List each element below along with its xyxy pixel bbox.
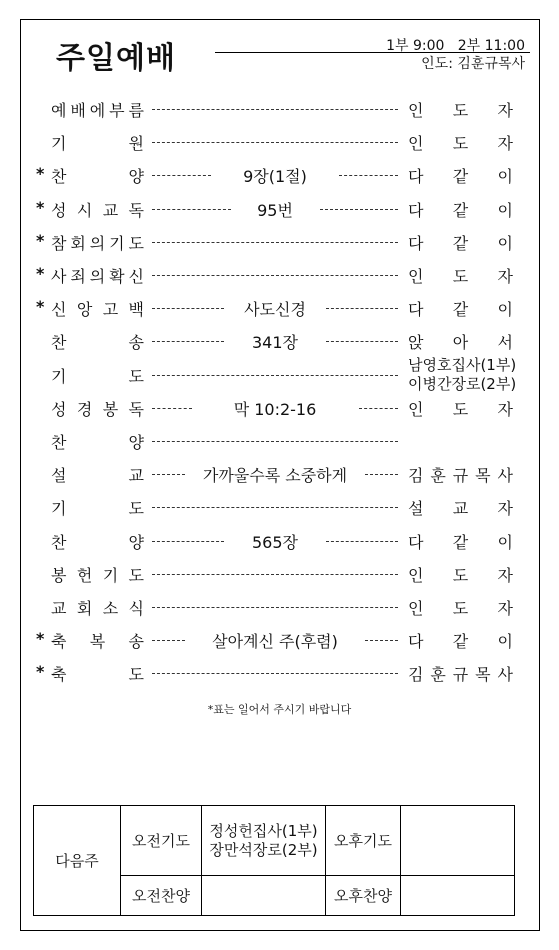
char: 목 (475, 466, 491, 486)
char: 자 (497, 267, 513, 286)
item-name (51, 530, 144, 553)
leader-dashes (359, 408, 399, 409)
item-name (51, 496, 144, 519)
morning-prayer-person: 장만석장로(2부) (209, 840, 318, 859)
leader-dashes (152, 441, 398, 442)
item-name (51, 297, 144, 320)
char: 도 (128, 665, 144, 685)
char: 독 (128, 200, 144, 220)
char: 사 (497, 665, 513, 685)
service-row (0, 297, 559, 321)
char: 이 (497, 167, 513, 187)
char: 규 (452, 665, 469, 685)
char: 독 (128, 399, 144, 419)
char: 인 (408, 599, 424, 618)
leader-dashes (152, 673, 398, 674)
item-person (408, 330, 513, 353)
leader-dashes (152, 109, 398, 110)
char: 훈 (430, 466, 446, 486)
char: 양 (128, 167, 144, 187)
item-content: 막 10:2-16 (233, 399, 317, 419)
item-person (408, 355, 517, 394)
char: 이 (497, 233, 513, 253)
standing-mark: * (36, 164, 45, 184)
leader-dashes (152, 541, 224, 542)
item-name (51, 662, 144, 685)
char: 기 (51, 499, 67, 519)
char: 헌 (76, 565, 93, 585)
char: 교 (128, 466, 144, 486)
service-row (0, 496, 559, 520)
char: 도 (128, 565, 144, 585)
char: 교 (452, 499, 469, 519)
char: 축 (51, 665, 67, 685)
service-row (0, 131, 559, 155)
char: 백 (128, 300, 144, 320)
char: 도 (128, 499, 144, 519)
service-leader: 인도: 김훈규목사 (421, 56, 525, 72)
afternoon-prayer-value (401, 806, 515, 876)
item-content: 사도신경 (244, 300, 306, 320)
leader-dashes (320, 209, 399, 210)
char: 아 (452, 333, 469, 353)
person-line: 남영호집사(1부) (408, 355, 517, 374)
char: 다 (408, 233, 424, 253)
char: 시 (76, 200, 93, 220)
page-title: 주일예배 (56, 41, 176, 76)
item-person (408, 264, 513, 287)
char: 다 (408, 300, 424, 320)
item-person (408, 131, 513, 154)
leader-dashes (152, 209, 231, 210)
char: 앉 (408, 333, 424, 353)
item-person (408, 98, 513, 121)
morning-prayer-label: 오전기도 (121, 806, 202, 876)
char: 송 (128, 632, 144, 652)
item-person (408, 297, 513, 320)
char: 자 (497, 499, 513, 519)
service-row (0, 264, 559, 288)
standing-mark: * (36, 230, 45, 250)
item-person (408, 397, 513, 420)
leader-dashes (326, 308, 398, 309)
char: 기 (51, 134, 67, 154)
char: 다 (408, 632, 424, 652)
char: 이 (497, 532, 513, 552)
char: 같 (452, 233, 469, 253)
char: 인 (408, 134, 424, 154)
next-week-table (33, 805, 515, 916)
char: 이 (497, 200, 513, 220)
service-row (0, 430, 559, 454)
char: 찬 (51, 333, 67, 353)
char: 같 (452, 300, 469, 320)
char: 회 (76, 599, 93, 618)
afternoon-praise-value (401, 876, 515, 916)
leader-dashes (152, 375, 398, 376)
next-week-label: 다음주 (34, 806, 121, 916)
service-row (0, 198, 559, 222)
char: 다 (408, 200, 424, 220)
service-row (0, 98, 559, 122)
char: 에 (89, 101, 106, 120)
char: 기 (109, 233, 125, 253)
item-name (51, 198, 144, 221)
item-name (51, 164, 144, 187)
char: 도 (452, 267, 469, 286)
char: 참 (51, 233, 67, 253)
char: 양 (128, 532, 144, 552)
char: 서 (497, 333, 513, 353)
item-name (51, 430, 144, 453)
item-person (408, 463, 513, 486)
afternoon-praise-label: 오후찬양 (326, 876, 401, 916)
item-person (408, 198, 513, 221)
item-name (51, 397, 144, 420)
char: 다 (408, 532, 424, 552)
item-content: 가까울수록 소중하게 (202, 466, 348, 486)
person-line: 이병간장로(2부) (408, 374, 517, 393)
item-name (51, 364, 144, 387)
char: 사 (51, 267, 67, 286)
char: 도 (452, 134, 469, 154)
char: 원 (128, 134, 144, 154)
char: 의 (89, 233, 106, 253)
service-row (0, 330, 559, 354)
item-name (51, 463, 144, 486)
item-content: 341장 (252, 333, 298, 353)
char: 양 (128, 433, 144, 452)
char: 성 (51, 200, 67, 220)
standing-mark: * (36, 297, 45, 317)
char: 도 (452, 599, 469, 618)
char: 봉 (51, 565, 67, 585)
char: 사 (497, 466, 513, 486)
char: 설 (51, 466, 67, 486)
item-person (408, 596, 513, 619)
char: 교 (51, 599, 67, 618)
service-row (0, 231, 559, 255)
service-row (0, 530, 559, 554)
morning-praise-label: 오전찬양 (121, 876, 202, 916)
char: 도 (128, 233, 144, 253)
leader-dashes (326, 541, 398, 542)
item-name (51, 131, 144, 154)
char: 자 (497, 399, 513, 419)
char: 의 (89, 267, 106, 286)
leader-dashes (152, 474, 185, 475)
standing-note: *표는 일어서 주시기 바랍니다 (207, 703, 352, 716)
item-person (408, 563, 513, 586)
morning-prayer-people (202, 806, 326, 876)
char: 이 (497, 300, 513, 320)
char: 기 (102, 565, 119, 585)
leader-dashes (152, 507, 398, 508)
item-name (51, 264, 144, 287)
service-times: 1부 9:00 2부 11:00 (386, 38, 525, 54)
char: 같 (452, 532, 469, 552)
char: 같 (452, 167, 469, 187)
char: 고 (102, 300, 119, 320)
char: 목 (475, 665, 491, 685)
service-row (0, 662, 559, 686)
char: 찬 (51, 167, 67, 187)
leader-dashes (152, 242, 398, 243)
char: 성 (51, 399, 67, 419)
leader-dashes (152, 607, 398, 608)
item-person (408, 164, 513, 187)
char: 부 (109, 101, 125, 120)
leader-dashes (152, 408, 192, 409)
service-row (0, 596, 559, 620)
standing-mark: * (36, 197, 45, 217)
char: 복 (89, 632, 106, 652)
item-name (51, 330, 144, 353)
standing-mark: * (36, 264, 45, 283)
char: 도 (128, 366, 144, 386)
char: 다 (408, 167, 424, 187)
char: 훈 (430, 665, 446, 685)
char: 소 (102, 599, 119, 618)
item-name (51, 629, 144, 652)
char: 찬 (51, 433, 67, 452)
leader-dashes (326, 341, 398, 342)
char: 예 (51, 101, 67, 120)
leader-dashes (365, 474, 398, 475)
afternoon-prayer-label: 오후기도 (326, 806, 401, 876)
item-person (408, 662, 513, 685)
char: 인 (408, 565, 424, 585)
char: 이 (497, 632, 513, 652)
char: 교 (102, 200, 119, 220)
char: 자 (497, 599, 513, 618)
service-row (0, 355, 559, 393)
char: 자 (497, 134, 513, 154)
char: 규 (452, 466, 469, 486)
char: 기 (51, 366, 67, 386)
char: 자 (497, 565, 513, 585)
leader-dashes (152, 341, 224, 342)
item-person (408, 496, 513, 519)
leader-dashes (152, 275, 398, 276)
morning-praise-value (202, 876, 326, 916)
char: 배 (70, 101, 86, 120)
char: 인 (408, 101, 424, 120)
service-row (0, 629, 559, 653)
char: 름 (128, 101, 144, 120)
item-person (408, 629, 513, 652)
char: 같 (452, 632, 469, 652)
char: 신 (51, 300, 67, 320)
leader-dashes (339, 175, 398, 176)
char: 찬 (51, 532, 67, 552)
char: 인 (408, 267, 424, 286)
leader-dashes (152, 574, 398, 575)
leader-dashes (152, 142, 398, 143)
item-content: 살아계신 주(후렴) (212, 632, 338, 652)
item-person (408, 530, 513, 553)
char: 설 (408, 499, 424, 519)
char: 도 (452, 565, 469, 585)
service-row (0, 463, 559, 487)
item-name (51, 98, 144, 121)
char: 도 (452, 399, 469, 419)
char: 김 (408, 665, 424, 685)
char: 같 (452, 200, 469, 220)
item-content: 95번 (257, 200, 293, 220)
item-name (51, 231, 144, 254)
item-content: 9장(1절) (243, 167, 307, 187)
standing-mark: * (36, 629, 45, 649)
leader-dashes (152, 308, 224, 309)
char: 회 (70, 233, 86, 253)
service-row (0, 563, 559, 587)
item-person (408, 231, 513, 254)
item-name (51, 563, 144, 586)
leader-dashes (152, 175, 211, 176)
item-name (51, 596, 144, 619)
char: 인 (408, 399, 424, 419)
leader-dashes (152, 640, 185, 641)
standing-mark: * (36, 662, 45, 682)
char: 도 (452, 101, 469, 120)
char: 죄 (70, 267, 86, 286)
morning-prayer-person: 정성헌집사(1부) (209, 821, 318, 840)
char: 식 (128, 599, 144, 618)
char: 송 (128, 333, 144, 353)
service-row (0, 397, 559, 421)
char: 축 (51, 632, 67, 652)
char: 앙 (76, 300, 93, 320)
char: 자 (497, 101, 513, 120)
char: 경 (76, 399, 93, 419)
char: 봉 (102, 399, 119, 419)
service-row (0, 164, 559, 188)
leader-dashes (365, 640, 398, 641)
char: 확 (109, 267, 125, 286)
char: 신 (128, 267, 144, 286)
char: 김 (408, 466, 424, 486)
item-content: 565장 (252, 532, 298, 552)
